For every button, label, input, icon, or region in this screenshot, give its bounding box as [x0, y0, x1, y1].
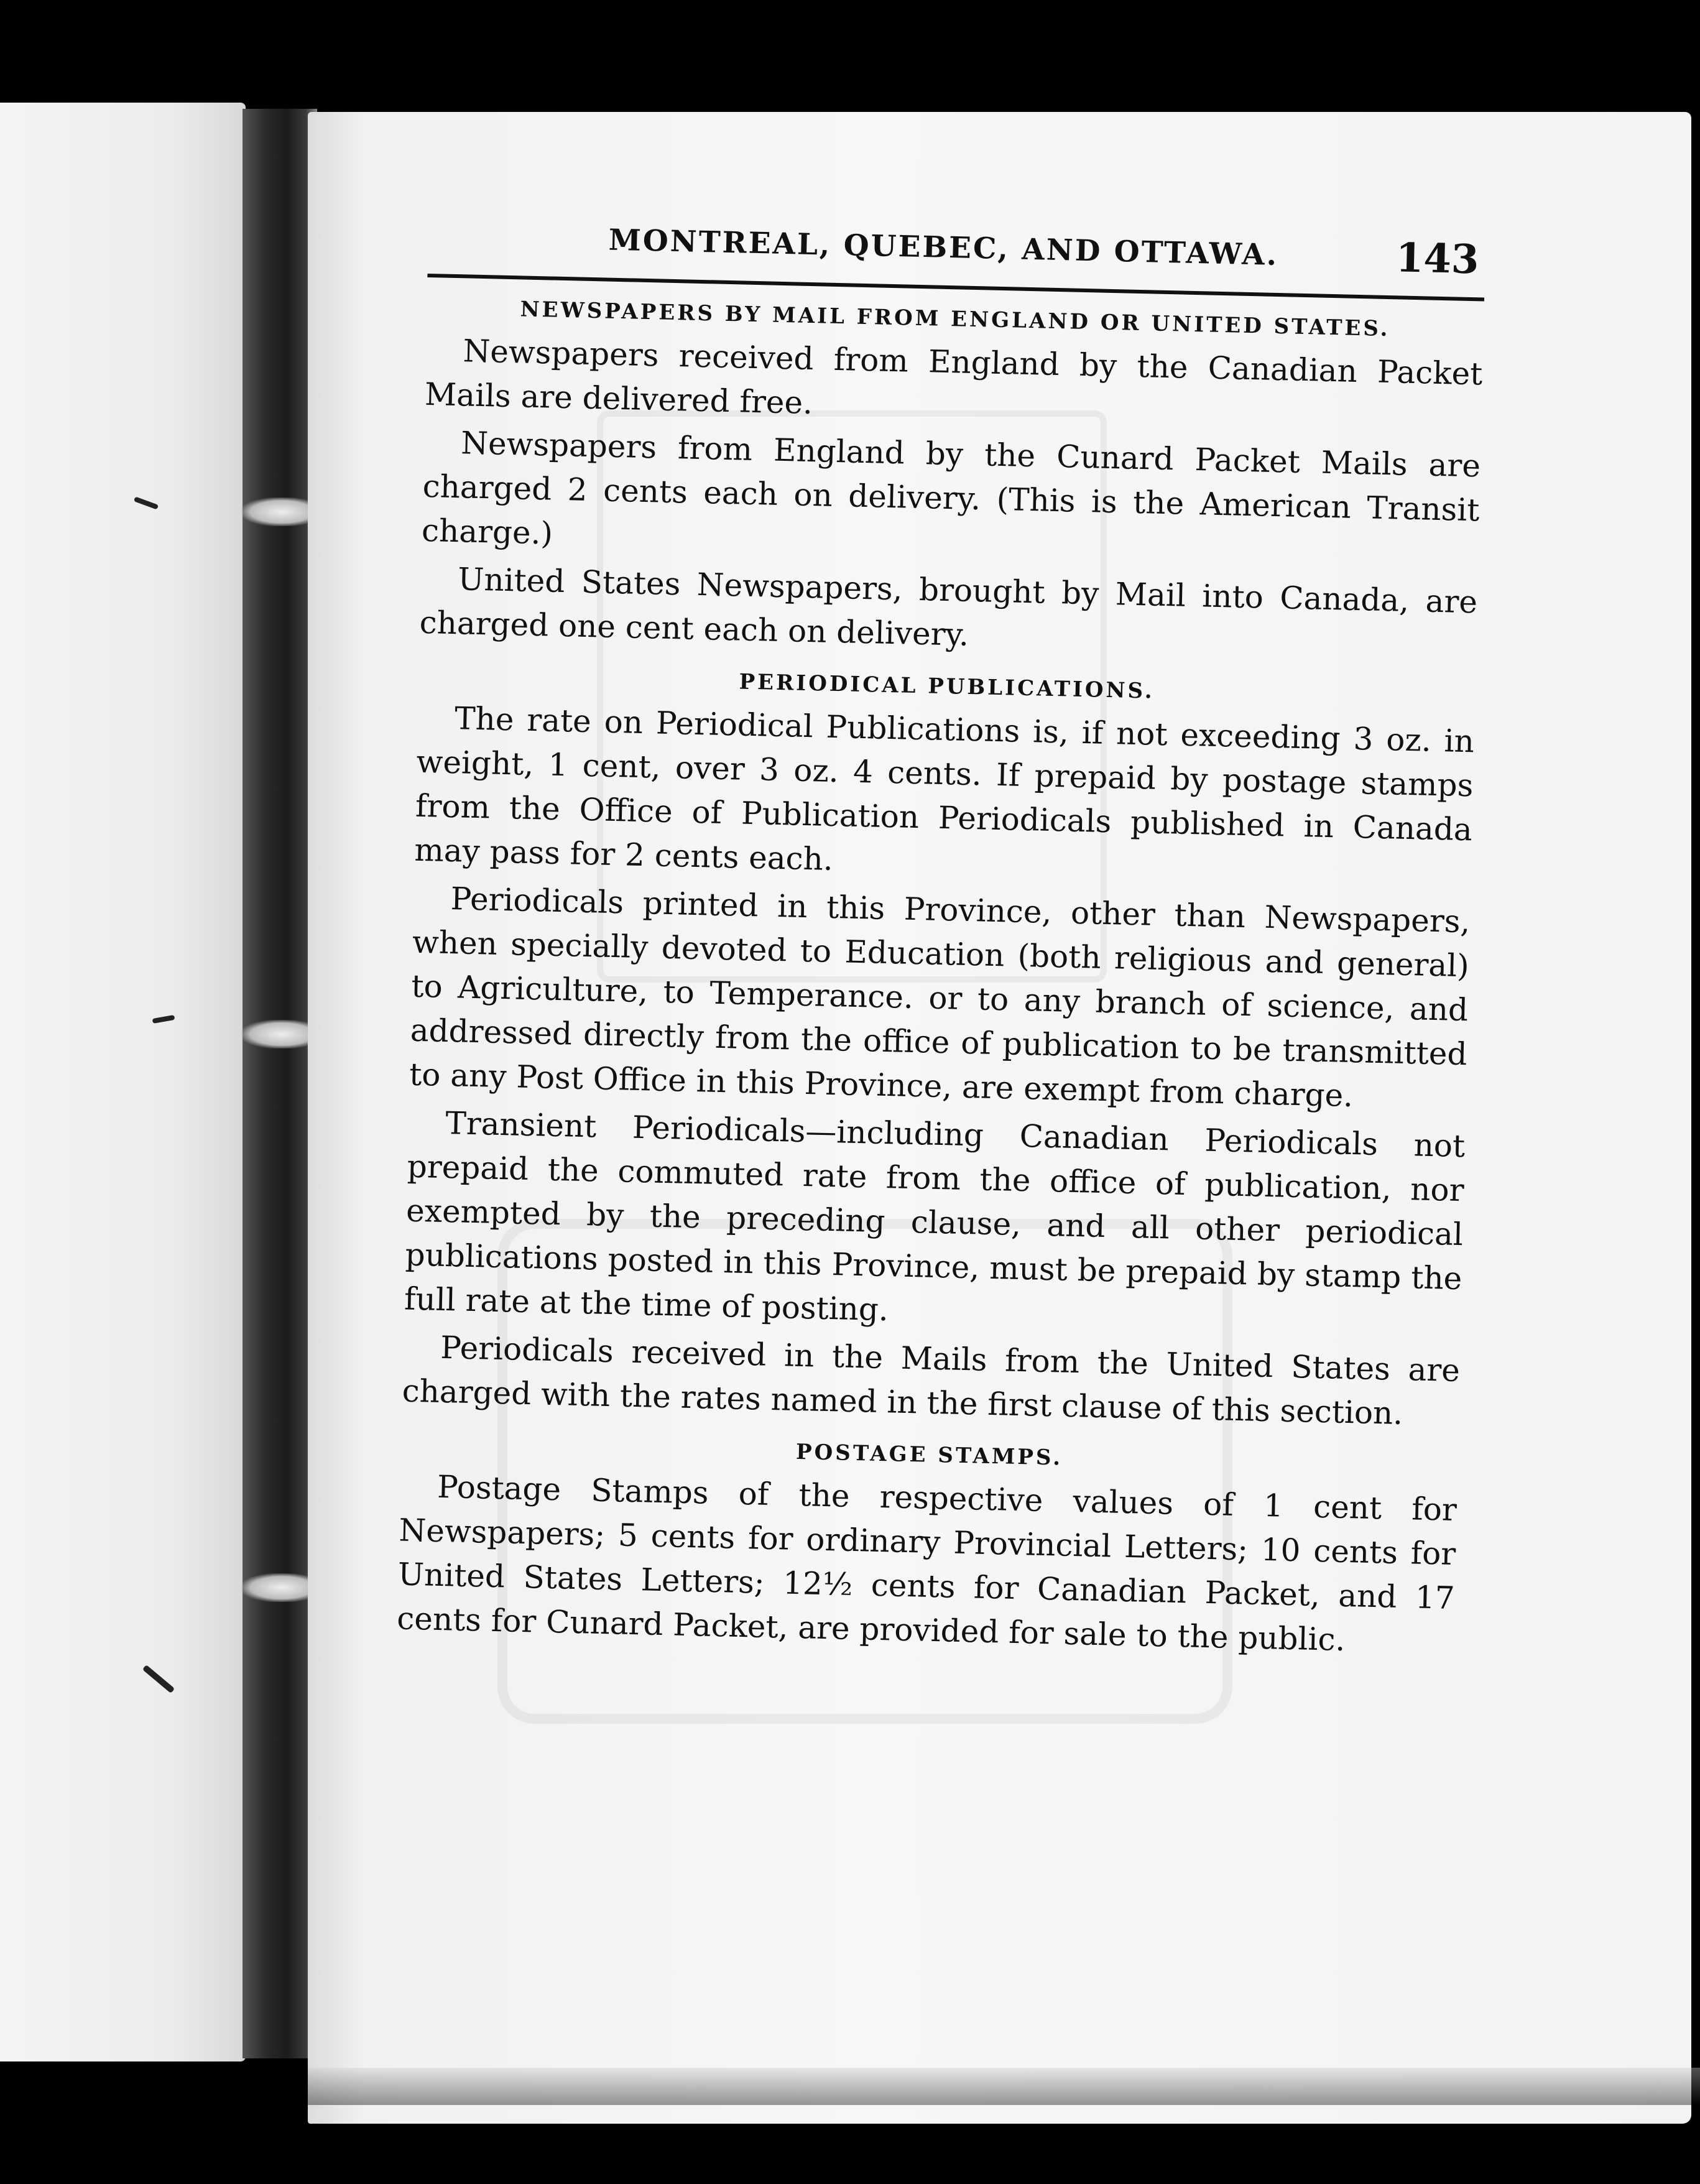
paragraph: United States Newspapers, brought by Mail into Canada, are charged one cent each on delivery.	[419, 561, 1478, 653]
paragraph: Periodicals printed in this Province, other than Newspapers, when specially devoted to Education (both religious and general) to Agriculture, to Temperance. or to any branch of science, and addressed directly from the office of publication to be transmitted to any Post Office in this Province, are exempt from charge.	[409, 881, 1471, 1114]
paragraph: Transient Periodicals—including Canadian Periodicals not prepaid the commuted rate from the office of publication, nor exempted by the preceding clause, and all other periodical publications posted in this Province, must be prepaid by stamp the full rate at the time of posting.	[404, 1104, 1466, 1328]
page-shadow	[308, 2068, 1700, 2105]
paragraph: Postage Stamps of the respective values of 1 cent for Newspapers; 5 cents for ordinary Provincial Letters; 10 cents for United States Letters; 12½ cents for Canadian Packet, and 17 cents for Cunard Packet, are provided for sale to the public.	[396, 1468, 1457, 1659]
paragraph: The rate on Periodical Publications is, if not exceeding 3 oz. in weight, 1 cent, over 3 oz. 4 cents. If prepaid by postage stamps from the Office of Publication Periodicals published in Canada may pass for 2 cents each.	[413, 700, 1475, 878]
section-newspapers	[419, 295, 1484, 669]
section-heading: POSTAGE STAMPS.	[795, 1439, 1063, 1471]
paragraph: Periodicals received in the Mails from the United States are charged with the rates named in the first clause of this section.	[402, 1329, 1461, 1432]
page-number: 143	[1395, 234, 1480, 284]
binding-mark	[152, 1015, 175, 1024]
paragraph: Newspapers from England by the Cunard Packet Mails are charged 2 cents each on delivery. (This is the American Transit charge.)	[421, 425, 1481, 552]
section-postage-stamps	[397, 1430, 1458, 1664]
section-heading: NEWSPAPERS BY MAIL FROM ENGLAND OR UNITED STATES.	[520, 297, 1390, 342]
left-page	[0, 103, 246, 2061]
running-title: MONTREAL, QUEBEC, AND OTTAWA.	[608, 223, 1279, 273]
page-content	[396, 205, 1485, 1668]
book-spine	[243, 109, 317, 2058]
section-periodicals	[402, 662, 1476, 1437]
binding-mark	[134, 496, 159, 509]
binding-mark	[142, 1665, 175, 1693]
paragraph: Newspapers received from England by the Canadian Packet Mails are delivered free.	[424, 333, 1483, 422]
section-heading: PERIODICAL PUBLICATIONS.	[739, 669, 1155, 704]
